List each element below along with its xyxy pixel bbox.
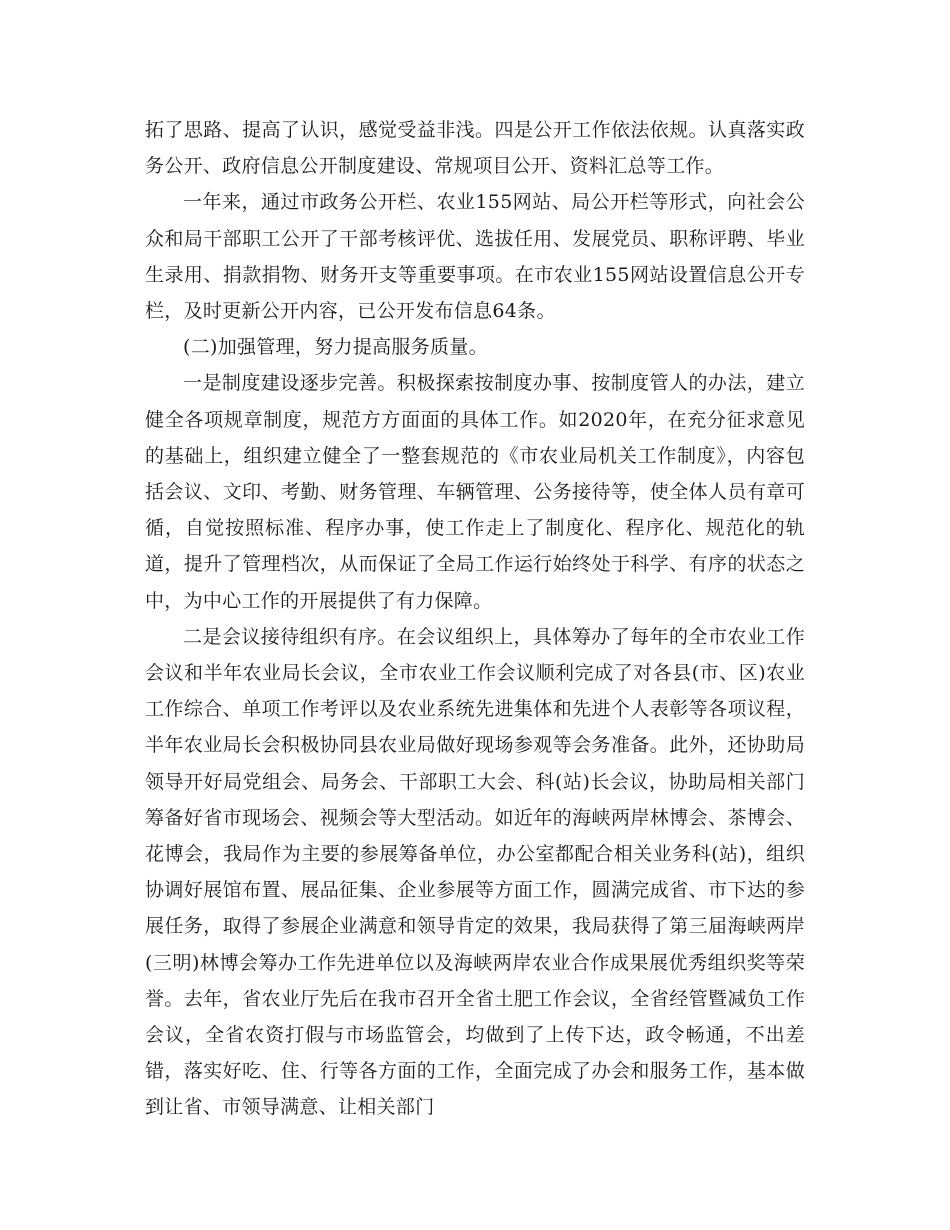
paragraph-2: 一年来，通过市政务公开栏、农业155网站、局公开栏等形式，向社会公众和局干部职工公开了干部考核评优、选拔任用、发展党员、职称评聘、毕业生录用、捐款捐物、财务开支等重要事项。在市农业155网站设置信息公开专栏，及时更新公开内容，已公开发布信息64条。 xyxy=(145,191,805,323)
paragraph-4: 二是会议接待组织有序。在会议组织上，具体筹办了每年的全市农业工作会议和半年农业局长会议，全市农业工作会议顺利完成了对各县(市、区)农业工作综合、单项工作考评以及农业系统先进集体和先进个人表彰等各项议程，半年农业局长会积极协同县农业局做好现场参观等会务准备。此外，还协助局领导开好局党组会、局务会、干部职工大会、科(站)长会议，协助局相关部门筹备好省市现场会、视频会等大型活动。如近年的海峡两岸林博会、茶博会、花博会，我局作为主要的参展筹备单位，办公室都配合相关业务科(站)，组织协调好展馆布置、展品征集、企业参展等方面工作，圆满完成省、市下达的参展任务，取得了参展企业满意和领导肯定的效果，我局获得了第三届海峡两岸(三明)林博会筹办工作先进单位以及海峡两岸农业合作成果展优秀组织奖等荣誉。去年，省农业厅先后在我市召开全省土肥工作会议，全省经管暨减负工作会议，全省农资打假与市场监管会，均做到了上传下达，政令畅通，不出差错，落实好吃、住、行等各方面的工作，全面完成了办会和服务工作，基本做到让省、市领导满意、让相关部门 xyxy=(145,625,805,1119)
paragraph-3: 一是制度建设逐步完善。积极探索按制度办事、按制度管人的办法，建立健全各项规章制度，规范方方面面的具体工作。如2020年，在充分征求意见的基础上，组织建立健全了一整套规范的《市农业局机关工作制度》，内容包括会议、文印、考勤、财务管理、车辆管理、公务接待等，使全体人员有章可循，自觉按照标准、程序办事，使工作走上了制度化、程序化、规范化的轨道，提升了管理档次，从而保证了全局工作运行始终处于科学、有序的状态之中，为中心工作的开展提供了有力保障。 xyxy=(145,372,805,612)
document-page xyxy=(145,112,805,1126)
section-heading: (二)加强管理，努力提高服务质量。 xyxy=(183,336,488,359)
paragraph-1: 拓了思路、提高了认识，感觉受益非浅。四是公开工作依法依规。认真落实政务公开、政府信息公开制度建设、常规项目公开、资料汇总等工作。 xyxy=(145,119,805,178)
